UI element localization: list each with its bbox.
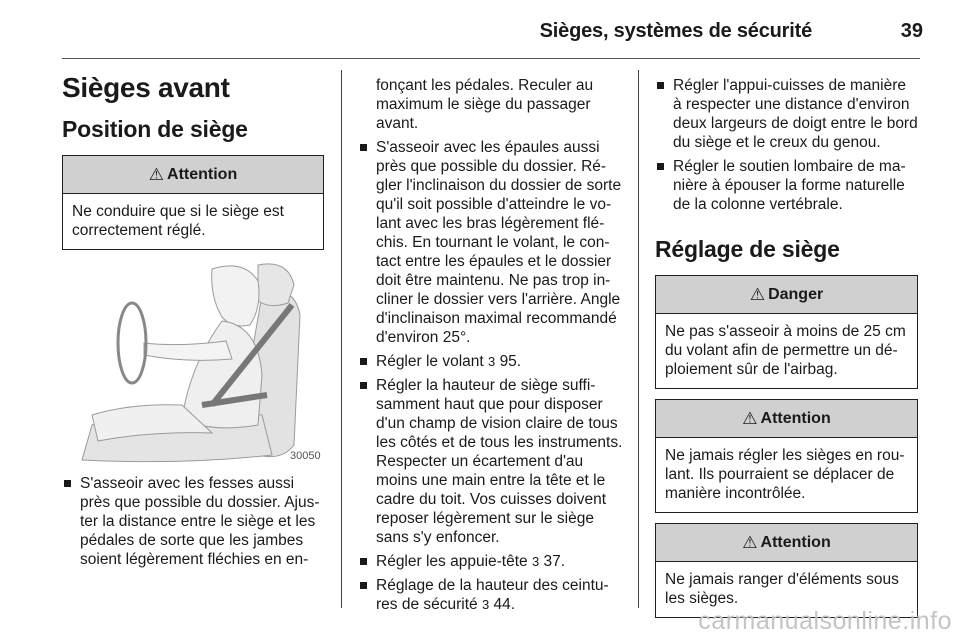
attention-box-body: Ne jamais régler les sièges en rou-lant. Ils pourraient se déplacer de manière incontrôlée. xyxy=(665,447,905,502)
danger-box-header xyxy=(656,276,917,314)
section-heading: Réglage de siège xyxy=(655,236,840,262)
subsection-heading: Position de siège xyxy=(62,116,248,142)
page-ref-link[interactable]: 95. xyxy=(499,353,522,370)
warning-triangle-icon: ⚠ xyxy=(742,532,758,552)
attention-box-title: Attention xyxy=(760,409,831,427)
danger-box xyxy=(655,275,918,389)
driver-seat-drawing xyxy=(62,255,324,465)
page-ref-arrow-icon: 3 xyxy=(531,554,540,569)
attention-box xyxy=(655,399,918,513)
column-1 xyxy=(62,72,324,250)
running-header-title: Sièges, systèmes de sécurité xyxy=(539,20,812,42)
page-ref-arrow-icon: 3 xyxy=(481,597,490,612)
list-item: S'asseoir avec les épaules aussi près que possible du dossier. Ré-gler l'inclinaison du dossier de sorte qu'il soit possible d'atteindre le vo-lant avec les bras légèrement flé-chis. En tournant le volant, le con-tact entre les épaules et le dossier doit être maintenu. Ne pas trop in-cliner le dossier vers l'arrière. Angle d'inclinaison maximal recommandé d'environ 25°. xyxy=(358,138,624,347)
attention-box-header xyxy=(63,156,323,194)
attention-box xyxy=(655,523,918,618)
attention-box-body: Ne conduire que si le siège est correctement réglé. xyxy=(72,203,284,239)
danger-box-body: Ne pas s'asseoir à moins de 25 cm du volant afin de permettre un dé-ploiement sûr de l'airbag. xyxy=(665,323,906,378)
seat-position-illustration xyxy=(62,255,324,465)
warning-triangle-icon: ⚠ xyxy=(749,284,766,304)
column-divider-2 xyxy=(638,70,639,608)
attention-box-header xyxy=(656,524,917,562)
column-3 xyxy=(655,76,918,618)
warning-triangle-icon: ⚠ xyxy=(742,408,758,428)
list-item: S'asseoir avec les fesses aussi près que possible du dossier. Ajus-ter la distance entre le siège et les pédales de sorte que les jambes soient légèrement fléchies en en- xyxy=(62,474,324,569)
column-divider-1 xyxy=(341,70,342,608)
attention-box xyxy=(62,155,324,250)
header-divider xyxy=(62,58,920,59)
warning-triangle-icon: ⚠ xyxy=(148,164,165,184)
attention-box-title: Attention xyxy=(167,165,238,183)
list-item: Régler la hauteur de siège suffi-samment haut que pour disposer d'un champ de vision claire de tous les côtés et de tous les instruments. Respecter un écartement d'au moins une main entre la tête et le cadre du toit. Vos cuisses doivent reposer légèrement sur le siège sans s'y enfoncer. xyxy=(358,376,624,547)
attention-box-title: Attention xyxy=(760,533,831,551)
attention-box-header xyxy=(656,400,917,438)
list-item: Régler l'appui-cuisses de manière à respecter une distance d'environ deux largeurs de doigt entre le bord du siège et le creux du genou. xyxy=(655,76,918,152)
figure-code: 30050 xyxy=(290,450,321,462)
watermark: carmanualsonline.info xyxy=(698,607,952,635)
page-number: 39 xyxy=(900,20,923,42)
danger-box-title: Danger xyxy=(768,285,824,303)
list-item: Réglage de la hauteur des ceintu-res de sécurité 3 44. xyxy=(358,576,624,614)
continuation-text: fonçant les pédales. Reculer au maximum le siège du passager avant. xyxy=(376,77,594,132)
column-2 xyxy=(358,76,624,619)
page-ref-link[interactable]: 37. xyxy=(543,553,566,570)
list-item: Régler les appuie-tête 3 37. xyxy=(358,552,624,571)
list-item: Régler le volant 3 95. xyxy=(358,352,624,371)
page-ref-link[interactable]: 44. xyxy=(493,596,516,613)
attention-box-body: Ne jamais ranger d'éléments sous les sièges. xyxy=(665,571,899,607)
list-item: Régler le soutien lombaire de ma-nière à épouser la forme naturelle de la colonne vertébrale. xyxy=(655,157,918,214)
column-1-bullets xyxy=(62,474,324,574)
page-ref-arrow-icon: 3 xyxy=(488,354,496,369)
section-heading: Sièges avant xyxy=(62,72,230,103)
